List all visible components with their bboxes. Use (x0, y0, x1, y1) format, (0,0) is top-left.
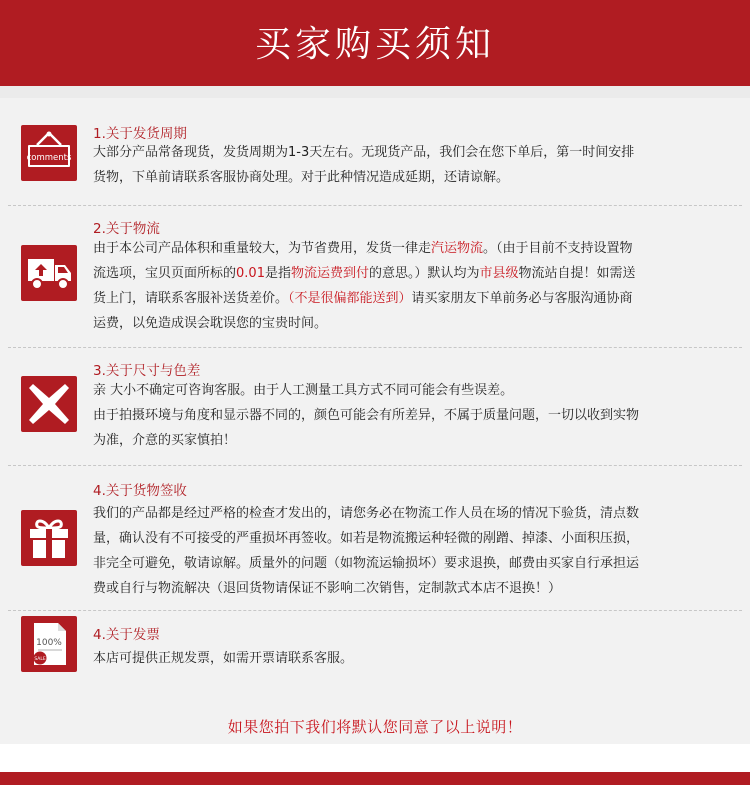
invoice-stamp-text: SALE (34, 657, 46, 662)
body-text: 货物，下单前请联系客服协商处理。对于此种情况造成延期，还请谅解。 (93, 170, 510, 185)
bottom-bar (0, 772, 750, 785)
body-line (93, 286, 733, 311)
body-text: 运费，以免造成误会耽误您的宝贵时间。 (93, 316, 328, 331)
body-text: 非完全可避免，敬请谅解。质量外的问题（如物流运输损坏）要求退换，邮费由买家自行承担运 (93, 556, 640, 571)
body-line (93, 236, 733, 261)
highlight-text: 0.01 (236, 266, 265, 281)
body-text: 流选项，宝贝页面所标的 (93, 266, 237, 281)
body-text: 量，确认没有不可接受的严重损坏再签收。如若是物流搬运种轻微的剐蹭、掉漆、小面积压损， (93, 531, 640, 546)
invoice-percent-text: 100% (36, 638, 62, 648)
body-text: 由于本公司产品体积和重量较大，为节省费用，发货一律走 (93, 241, 432, 256)
page-title: 买家购买须知 (254, 23, 495, 65)
section-body (93, 501, 733, 601)
cross-x-icon (21, 376, 77, 432)
section-shipping-cycle (0, 98, 750, 205)
body-line (93, 403, 733, 428)
body-text: 请买家朋友下单前务必与客服沟通协商 (411, 291, 633, 306)
body-text: 的意思。）默认均为 (369, 266, 480, 281)
section-size-color (0, 347, 750, 465)
highlight-text: 物流运费到付 (290, 266, 369, 281)
body-line (93, 526, 733, 551)
body-text: 本店可提供正规发票，如需开票请联系客服。 (93, 651, 354, 666)
invoice-document-icon (21, 616, 77, 672)
body-line (93, 428, 733, 453)
body-text: 由于拍摄环境与角度和显示器不同的，颜色可能会有所差异，不属于质量问题，一切以收到实物 (93, 408, 640, 423)
section-body (93, 378, 733, 453)
page-header (0, 0, 750, 86)
body-text: 物流站自提！如需送 (518, 266, 636, 281)
body-line (93, 261, 733, 286)
highlight-text: 汽运物流 (431, 241, 484, 256)
agreement-note: 如果您拍下我们将默认您同意了以上说明！ (227, 718, 523, 736)
section-body (93, 236, 733, 336)
section-title: 2.关于物流 (93, 221, 160, 237)
section-title: 4.关于发票 (93, 627, 160, 643)
body-line (93, 140, 733, 165)
body-text: 亲 大小不确定可咨询客服。由于人工测量工具方式不同可能会有些误差。 (93, 383, 514, 398)
comments-sign-icon (21, 125, 77, 181)
body-text: 。（由于目前不支持设置物 (483, 241, 633, 256)
body-text: 我们的产品都是经过严格的检查才发出的，请您务必在物流工作人员在场的情况下验货，清点数 (93, 506, 640, 521)
section-invoice (0, 610, 750, 690)
gift-box-icon (21, 510, 77, 566)
body-line (93, 311, 733, 336)
body-text: 货上门，请联系客服补送货差价。 (93, 291, 289, 306)
highlight-text: （不是很偏都能送到） (288, 291, 412, 306)
body-text: 费或自行与物流解决（退回货物请保证不影响二次销售，定制款式本店不退换！） (93, 581, 562, 596)
body-line (93, 165, 733, 190)
body-line (93, 501, 733, 526)
section-delivery-receipt (0, 465, 750, 610)
body-line (93, 551, 733, 576)
highlight-text: 市县级 (479, 266, 519, 281)
body-text: 大部分产品常备现货，发货周期为1-3天左右。无现货产品，我们会在您下单后，第一时间安排 (93, 145, 635, 160)
section-title: 4.关于货物签收 (93, 483, 187, 499)
body-line (93, 576, 733, 601)
section-logistics (0, 205, 750, 347)
body-text: 是指 (264, 266, 291, 281)
section-title: 1.关于发货周期 (93, 126, 187, 142)
header-strip (0, 86, 750, 98)
body-line (93, 646, 733, 671)
section-title: 3.关于尺寸与色差 (93, 363, 201, 379)
comments-sign-text: comments (26, 153, 72, 163)
section-body (93, 140, 733, 190)
body-text: 为准，介意的买家慎拍！ (93, 433, 237, 448)
delivery-truck-icon (21, 245, 77, 301)
body-line (93, 378, 733, 403)
section-body (93, 646, 733, 671)
bottom-strip (0, 744, 750, 772)
